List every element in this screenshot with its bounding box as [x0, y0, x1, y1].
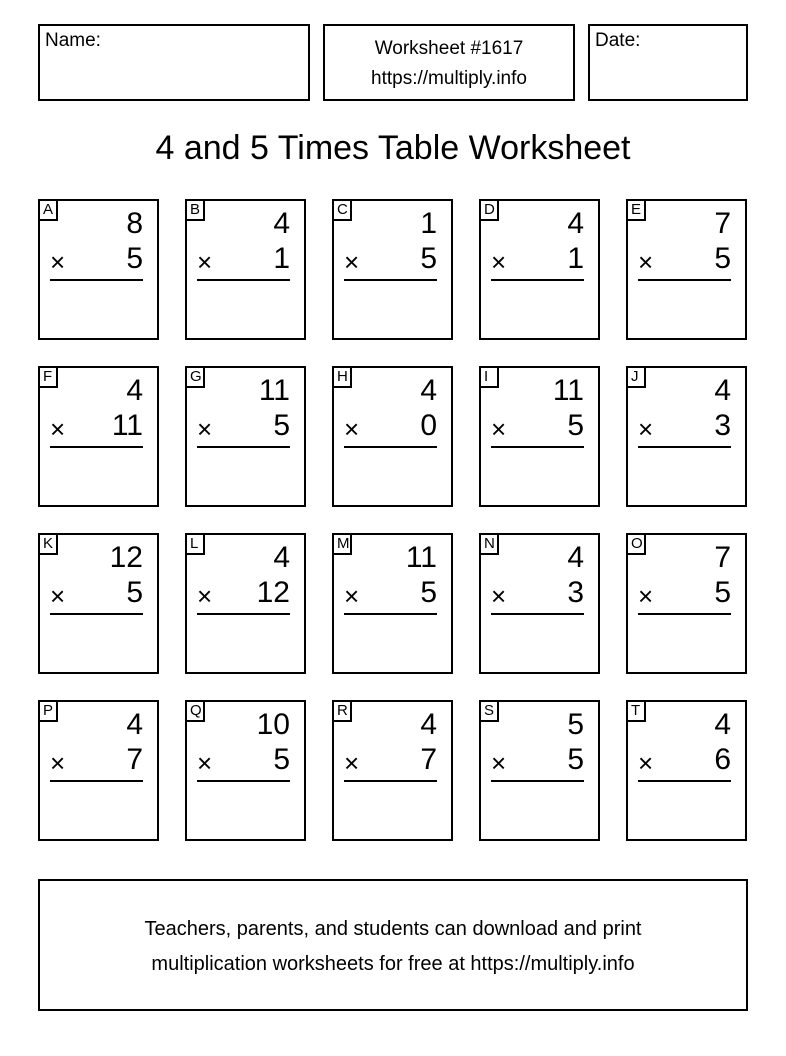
- answer-line: [344, 613, 437, 615]
- problem-multiplier: 5: [714, 576, 731, 609]
- answer-line: [50, 780, 143, 782]
- times-sign: ×: [50, 414, 66, 444]
- problem-card: [479, 700, 600, 841]
- worksheet-url: https://multiply.info: [371, 68, 527, 89]
- answer-line: [197, 613, 290, 615]
- name-label: Name:: [45, 30, 101, 51]
- answer-line: [491, 279, 584, 281]
- times-sign: ×: [491, 247, 507, 277]
- answer-line: [491, 780, 584, 782]
- problem-card: [332, 533, 453, 674]
- answer-line: [197, 279, 290, 281]
- problem-multiplier: 11: [111, 409, 143, 442]
- problem-multiplicand: 11: [405, 541, 437, 574]
- problem-multiplier: 5: [420, 242, 437, 275]
- problem-multiplicand: 4: [420, 374, 437, 407]
- answer-line: [197, 780, 290, 782]
- times-sign: ×: [50, 748, 66, 778]
- problem-multiplicand: 7: [714, 541, 731, 574]
- times-sign: ×: [197, 748, 213, 778]
- worksheet-title: 4 and 5 Times Table Worksheet: [155, 129, 631, 167]
- times-sign: ×: [638, 247, 654, 277]
- problem-multiplier: 5: [126, 576, 143, 609]
- problem-card: [626, 700, 747, 841]
- problem-multiplier: 3: [714, 409, 731, 442]
- problem-multiplier: 5: [126, 242, 143, 275]
- times-sign: ×: [638, 748, 654, 778]
- problem-multiplier: 1: [273, 242, 290, 275]
- answer-line: [50, 279, 143, 281]
- worksheet-number: Worksheet #1617: [374, 38, 524, 59]
- problem-letter: A: [38, 199, 58, 221]
- problem-letter: N: [479, 533, 499, 555]
- problem-multiplicand: 4: [714, 374, 731, 407]
- problem-letter: M: [332, 533, 352, 555]
- times-sign: ×: [197, 581, 213, 611]
- problem-multiplier: 5: [714, 242, 731, 275]
- problem-card: [479, 366, 600, 507]
- problem-card: [185, 533, 306, 674]
- problem-letter: F: [38, 366, 58, 388]
- problem-multiplicand: 4: [126, 374, 143, 407]
- problem-card: [626, 533, 747, 674]
- problem-card: [185, 700, 306, 841]
- problem-multiplicand: 11: [552, 374, 584, 407]
- times-sign: ×: [50, 581, 66, 611]
- times-sign: ×: [197, 414, 213, 444]
- problem-multiplicand: 12: [109, 541, 143, 574]
- problem-multiplier: 5: [567, 743, 584, 776]
- times-sign: ×: [638, 414, 654, 444]
- problem-multiplicand: 7: [714, 207, 731, 240]
- problem-letter: E: [626, 199, 646, 221]
- problem-card: [185, 366, 306, 507]
- problem-multiplier: 12: [256, 576, 290, 609]
- problem-multiplicand: 4: [714, 708, 731, 741]
- problem-multiplicand: 4: [273, 541, 290, 574]
- problem-card: [479, 199, 600, 340]
- problem-multiplicand: 11: [258, 374, 290, 407]
- problem-multiplicand: 10: [256, 708, 290, 741]
- problem-multiplier: 7: [420, 743, 437, 776]
- date-label: Date:: [595, 30, 641, 51]
- footer-line-2: multiplication worksheets for free at https://multiply.info: [151, 953, 635, 975]
- problem-card: [626, 199, 747, 340]
- problem-card: [332, 366, 453, 507]
- answer-line: [638, 279, 731, 281]
- problem-letter: K: [38, 533, 58, 555]
- problem-multiplicand: 1: [420, 207, 437, 240]
- answer-line: [197, 446, 290, 448]
- problem-card: [332, 199, 453, 340]
- problem-multiplicand: 4: [273, 207, 290, 240]
- problem-multiplier: 5: [420, 576, 437, 609]
- problem-letter: H: [332, 366, 352, 388]
- problem-letter: P: [38, 700, 58, 722]
- times-sign: ×: [344, 748, 360, 778]
- problem-multiplier: 3: [567, 576, 584, 609]
- problem-letter: G: [185, 366, 205, 388]
- times-sign: ×: [197, 247, 213, 277]
- times-sign: ×: [344, 247, 360, 277]
- problem-multiplicand: 4: [420, 708, 437, 741]
- problem-letter: I: [479, 366, 499, 388]
- answer-line: [50, 446, 143, 448]
- answer-line: [344, 446, 437, 448]
- problem-multiplier: 7: [126, 743, 143, 776]
- problem-letter: Q: [185, 700, 205, 722]
- answer-line: [50, 613, 143, 615]
- problem-letter: R: [332, 700, 352, 722]
- footer-box: [38, 879, 748, 1011]
- footer-line-1: Teachers, parents, and students can download and print: [144, 918, 642, 940]
- problem-card: [38, 366, 159, 507]
- times-sign: ×: [491, 414, 507, 444]
- problem-letter: D: [479, 199, 499, 221]
- times-sign: ×: [491, 581, 507, 611]
- answer-line: [491, 446, 584, 448]
- problem-multiplier: 5: [567, 409, 584, 442]
- problem-card: [332, 700, 453, 841]
- answer-line: [638, 613, 731, 615]
- problem-multiplier: 5: [273, 743, 290, 776]
- problem-multiplier: 5: [273, 409, 290, 442]
- problem-card: [626, 366, 747, 507]
- answer-line: [491, 613, 584, 615]
- problem-multiplicand: 4: [567, 541, 584, 574]
- times-sign: ×: [50, 247, 66, 277]
- problem-card: [38, 700, 159, 841]
- problem-letter: C: [332, 199, 352, 221]
- problem-multiplier: 1: [567, 242, 584, 275]
- problem-card: [479, 533, 600, 674]
- answer-line: [344, 780, 437, 782]
- problem-multiplier: 0: [420, 409, 437, 442]
- times-sign: ×: [344, 414, 360, 444]
- answer-line: [638, 780, 731, 782]
- times-sign: ×: [491, 748, 507, 778]
- problem-letter: T: [626, 700, 646, 722]
- problem-letter: L: [185, 533, 205, 555]
- problem-card: [38, 533, 159, 674]
- problem-multiplicand: 8: [126, 207, 143, 240]
- problem-letter: O: [626, 533, 646, 555]
- problem-multiplier: 6: [714, 743, 731, 776]
- problem-letter: J: [626, 366, 646, 388]
- problem-multiplicand: 4: [567, 207, 584, 240]
- problem-letter: S: [479, 700, 499, 722]
- times-sign: ×: [344, 581, 360, 611]
- times-sign: ×: [638, 581, 654, 611]
- answer-line: [344, 279, 437, 281]
- problem-letter: B: [185, 199, 205, 221]
- answer-line: [638, 446, 731, 448]
- problem-multiplicand: 4: [126, 708, 143, 741]
- problem-card: [185, 199, 306, 340]
- problem-multiplicand: 5: [567, 708, 584, 741]
- problem-card: [38, 199, 159, 340]
